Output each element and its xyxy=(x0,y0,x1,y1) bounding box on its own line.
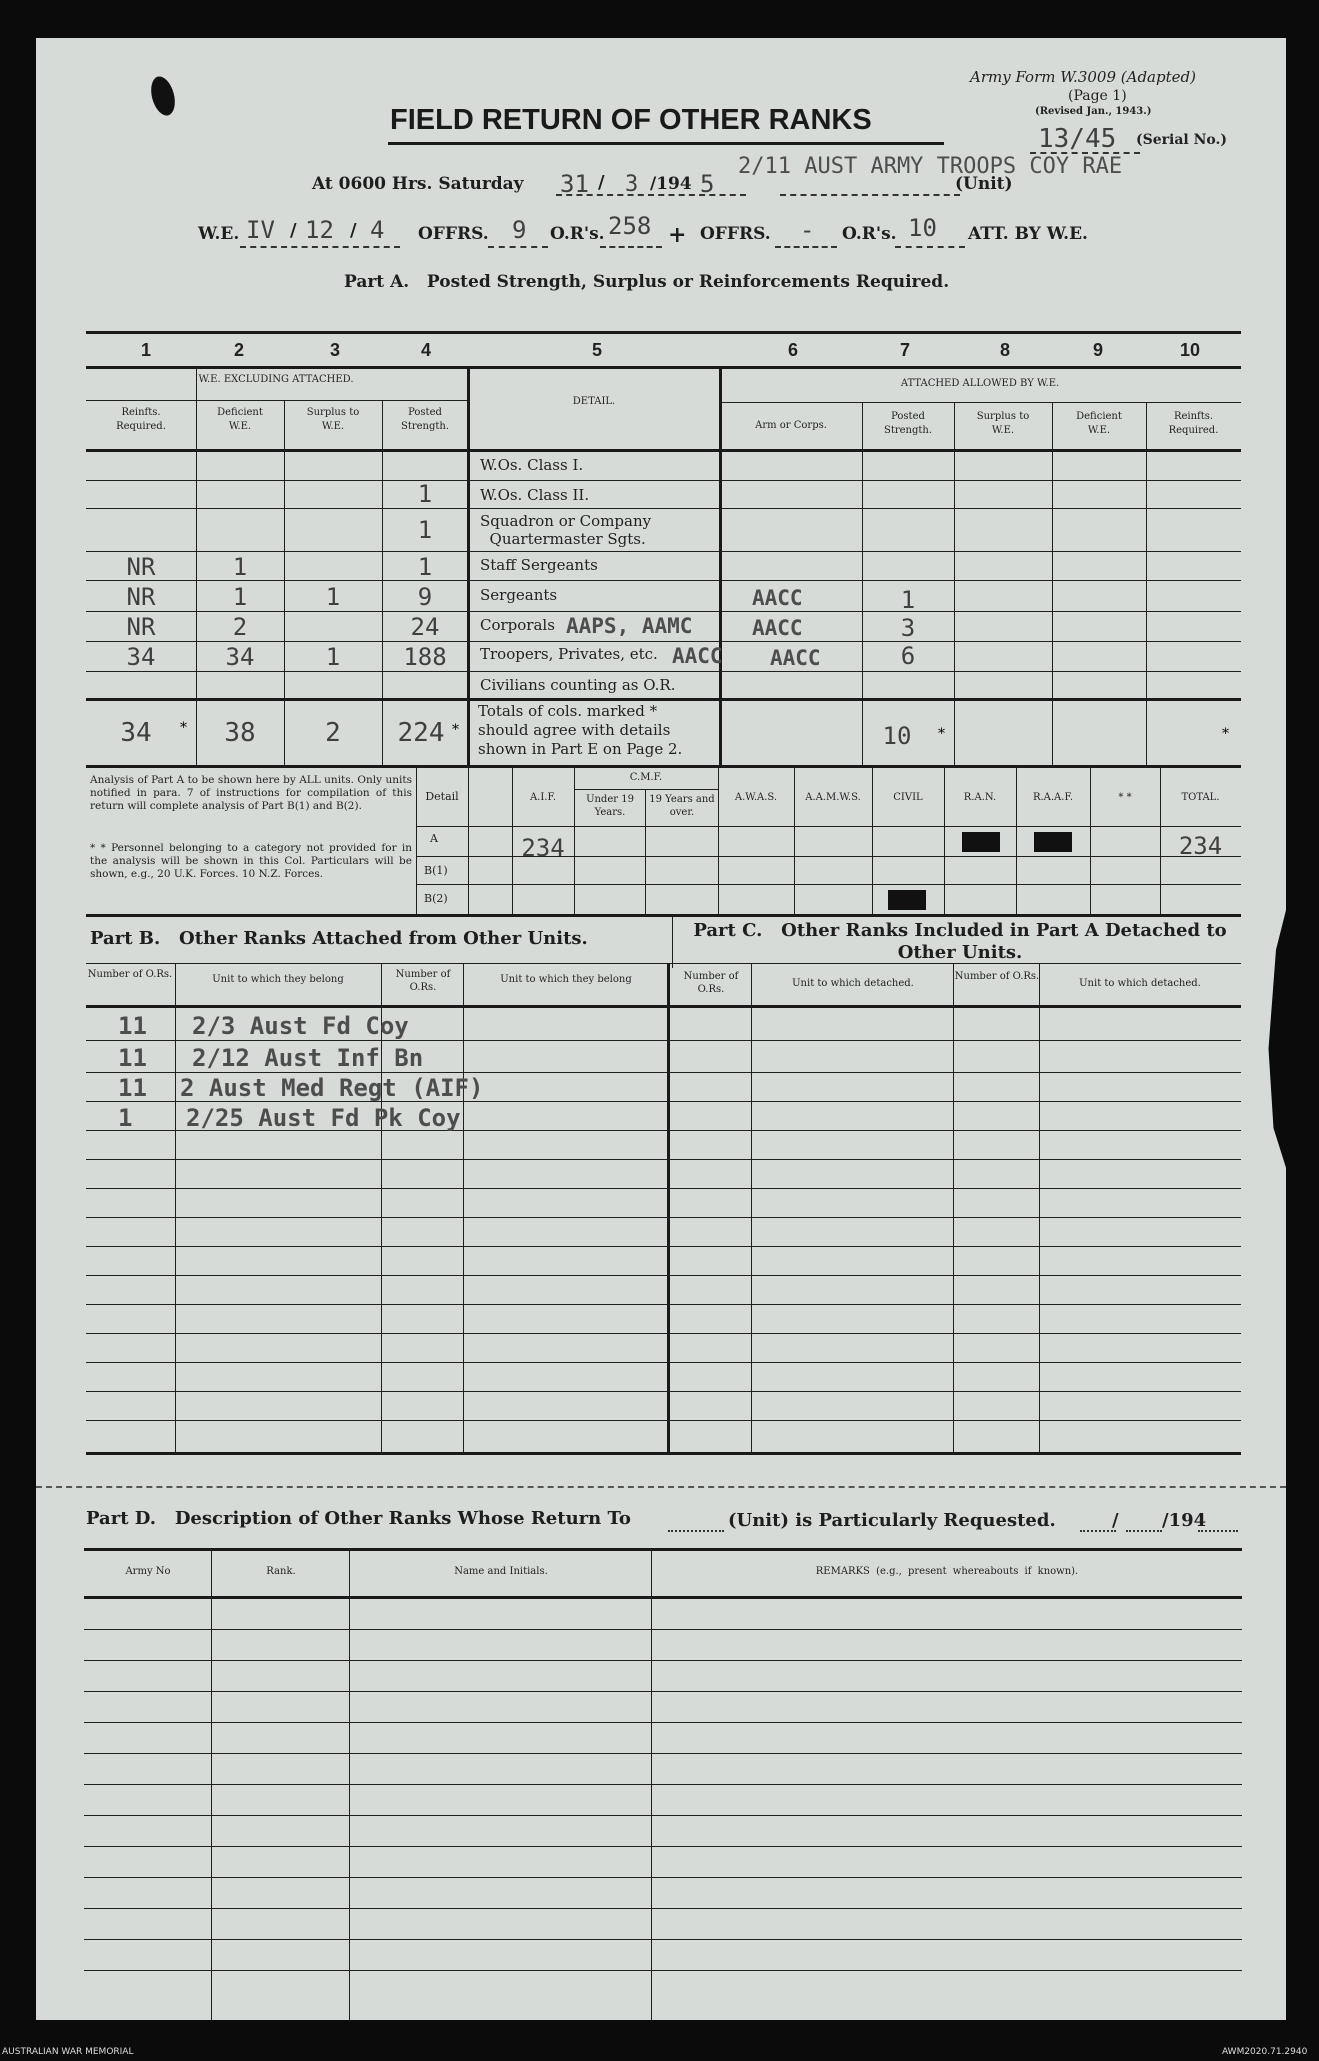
deficient-we: 34 xyxy=(225,643,255,671)
ors2-value: 10 xyxy=(908,214,937,242)
reinfts-required: 34 xyxy=(126,643,156,671)
header-att-reinfts: Reinfts. Required. xyxy=(1168,411,1219,436)
header-att-surplus: Surplus to W.E. xyxy=(976,411,1030,436)
col-total: TOTAL. xyxy=(1181,792,1220,803)
posted-strength: 9 xyxy=(417,583,433,611)
detail-label: Corporals xyxy=(480,616,555,634)
detail-label: W.Os. Class I. xyxy=(480,456,584,474)
deficient-we: 1 xyxy=(232,583,248,611)
reinfts-required: NR xyxy=(126,583,156,611)
analysis-note: Analysis of Part A to be shown here by ALL units. Only units notified in para. 7 of instructions for compilation of this return will complete analysis of Part B(1) and B(2). xyxy=(90,774,412,812)
col-ran: R.A.N. xyxy=(963,792,997,803)
part-c-num-header-2: Number of O.Rs. xyxy=(954,971,1040,982)
part-b-unit-header: Unit to which they belong xyxy=(212,974,344,985)
detail-label: W.Os. Class II. xyxy=(480,486,590,504)
part-a-heading: Part A. Posted Strength, Surplus or Reinforcements Required. xyxy=(344,272,950,292)
part-c-num-header: Number of O.Rs. xyxy=(683,971,739,995)
detail-header: DETAIL. xyxy=(572,396,616,407)
surplus-we: 1 xyxy=(325,643,341,671)
serial-label: (Serial No.) xyxy=(1136,132,1227,148)
detail-label: Civilians counting as O.R. xyxy=(480,676,676,694)
col-civil: CIVIL xyxy=(893,792,923,803)
we-c: 4 xyxy=(370,216,385,244)
col-aamws: A.A.M.W.S. xyxy=(805,792,861,803)
header-deficient: Deficient W.E. xyxy=(217,407,263,432)
offrs2-label: OFFRS. xyxy=(700,224,771,244)
detail-label: Troopers, Privates, etc. xyxy=(480,645,658,663)
year-prefix: /194 xyxy=(650,174,692,194)
perforation-line xyxy=(36,1486,1286,1488)
arm-corps: AACC xyxy=(752,616,803,640)
analysis-a-aif: 234 xyxy=(521,834,565,862)
part-b-unit-header-2: Unit to which they belong xyxy=(500,974,632,985)
ors-value: 258 xyxy=(608,212,652,240)
posted-strength: 188 xyxy=(403,643,447,671)
arm-corps: AACC xyxy=(752,586,803,610)
part-b-heading: Part B. Other Ranks Attached from Other Units. xyxy=(90,928,588,949)
redaction-block xyxy=(1034,832,1072,852)
deficient-we: 1 xyxy=(232,553,248,581)
detail-label: Staff Sergeants xyxy=(480,556,598,574)
offrs2-value: - xyxy=(800,216,815,244)
row-label-b1: B(1) xyxy=(424,864,448,877)
row-label-b2: B(2) xyxy=(424,892,448,905)
redaction-block xyxy=(888,890,926,910)
posted-strength: 1 xyxy=(417,553,433,581)
archive-accession-number: AWM2020.71.2940 xyxy=(1222,2047,1308,2057)
part-d-name-header: Name and Initials. xyxy=(454,1566,548,1577)
unit-value: 2/11 AUST ARMY TROOPS COY RAE xyxy=(738,154,1123,179)
offrs-value: 9 xyxy=(512,216,527,244)
att-posted-strength: 6 xyxy=(900,642,916,670)
header-arm-corps: Arm or Corps. xyxy=(755,420,827,431)
part-b-number: 11 xyxy=(118,1044,147,1072)
part-d-army-no-header: Army No xyxy=(125,1566,171,1577)
att-label: ATT. BY W.E. xyxy=(968,224,1088,244)
redaction-block xyxy=(962,832,1000,852)
we-label: W.E. xyxy=(198,224,240,244)
attached-allowed-header: ATTACHED ALLOWED BY W.E. xyxy=(900,378,1060,389)
totals-note: Totals of cols. marked * should agree with details shown in Part E on Page 2. xyxy=(478,702,683,758)
reinfts-required: NR xyxy=(126,553,156,581)
revised-date: (Revised Jan., 1943.) xyxy=(1035,106,1152,117)
posted-strength: 1 xyxy=(417,480,433,508)
total-reinfts: 34 xyxy=(120,718,152,748)
unit-label: (Unit) xyxy=(955,174,1013,194)
part-c-unit-header: Unit to which detached. xyxy=(792,978,914,989)
we-b: 12 xyxy=(305,216,334,244)
part-d-heading: Part D. Description of Other Ranks Whose Return To xyxy=(86,1508,631,1529)
page-title: FIELD RETURN OF OTHER RANKS xyxy=(390,104,872,136)
month-value: 3 xyxy=(625,172,639,197)
total-att-posted: 10 xyxy=(882,722,912,750)
detail-label: Squadron or Company Quartermaster Sgts. xyxy=(480,512,652,548)
part-d-rank-header: Rank. xyxy=(266,1566,296,1577)
part-d-heading-unit: (Unit) is Particularly Requested. xyxy=(728,1510,1056,1531)
part-b-unit: 2/12 Aust Inf Bn xyxy=(192,1044,424,1072)
plus-sign: + xyxy=(668,222,687,248)
part-b-unit: 2 Aust Med Regt (AIF) xyxy=(180,1074,484,1102)
part-b-unit: 2/25 Aust Fd Pk Coy xyxy=(186,1104,461,1132)
analysis-a-total: 234 xyxy=(1178,832,1223,860)
reinfts-required: NR xyxy=(126,613,156,641)
att-posted-strength: 3 xyxy=(900,614,916,642)
part-d-remarks-header: REMARKS (e.g., present whereabouts if known). xyxy=(815,1566,1079,1577)
surplus-we: 1 xyxy=(325,583,341,611)
detail-addition: AAPS, AAMC xyxy=(566,614,693,638)
offrs-label: OFFRS. xyxy=(418,224,489,244)
part-b-num-header-2: Number of O.Rs. xyxy=(395,969,451,993)
year-digit: 5 xyxy=(700,170,715,198)
part-b-number: 11 xyxy=(118,1074,147,1102)
part-b-unit: 2/3 Aust Fd Coy xyxy=(192,1012,409,1040)
posted-strength: 1 xyxy=(417,516,433,544)
analysis-detail-label: Detail xyxy=(425,790,459,803)
part-c-unit-header-2: Unit to which detached. xyxy=(1079,978,1201,989)
header-att-posted: Posted Strength. xyxy=(883,411,933,436)
col-other: * * xyxy=(1118,792,1132,803)
posted-strength: 24 xyxy=(410,613,440,641)
col-aif: A.I.F. xyxy=(529,792,557,803)
col-raaf: R.A.A.F. xyxy=(1032,792,1074,803)
ors2-label: O.R's. xyxy=(842,224,897,244)
analysis-footnote: * * Personnel belonging to a category not provided for in the analysis will be shown in this Col. Particulars will be shown, e.g., 20 U.K. Forces. 10 N.Z. Forces. xyxy=(90,842,412,880)
header-att-deficient: Deficient W.E. xyxy=(1076,411,1122,436)
ors-label: O.R's. xyxy=(550,224,605,244)
detail-label: Sergeants xyxy=(480,586,558,604)
column-numbers: 1 2 3 4 5 6 7 8 9 10 xyxy=(141,340,1201,360)
form-id: Army Form W.3009 (Adapted) xyxy=(970,68,1196,86)
day-value: 31 xyxy=(560,170,589,198)
total-surplus: 2 xyxy=(325,718,341,748)
header-posted: Posted Strength. xyxy=(400,407,450,432)
deficient-we: 2 xyxy=(232,613,248,641)
title-underline xyxy=(388,142,944,145)
att-posted-strength: 1 xyxy=(900,586,916,614)
arm-corps: AACC xyxy=(770,646,821,670)
total-posted: 224 xyxy=(397,718,445,748)
part-b-number: 1 xyxy=(118,1104,133,1132)
col-over19: 19 Years and over. xyxy=(649,794,715,818)
serial-value: 13/45 xyxy=(1038,124,1117,154)
part-b-num-header: Number of O.Rs. xyxy=(87,969,173,980)
col-cmf: C.M.F. xyxy=(629,772,663,783)
detail-addition: AACC xyxy=(672,644,723,668)
total-deficient: 38 xyxy=(224,718,256,748)
we-excluding-header: W.E. EXCLUDING ATTACHED. xyxy=(198,374,354,385)
col-under19: Under 19 Years. xyxy=(586,794,634,818)
header-surplus: Surplus to W.E. xyxy=(306,407,360,432)
part-d-date: /194 xyxy=(1162,1510,1207,1531)
col-awas: A.W.A.S. xyxy=(734,792,778,803)
header-reinfts: Reinfts. Required. xyxy=(116,407,166,432)
page-number: (Page 1) xyxy=(1068,88,1127,104)
part-c-heading: Part C. Other Ranks Included in Part A Detached to Other Units. xyxy=(693,920,1233,963)
at-label: At 0600 Hrs. Saturday xyxy=(312,174,524,194)
part-b-number: 11 xyxy=(118,1012,147,1040)
archive-credit: AUSTRALIAN WAR MEMORIAL xyxy=(2,2047,134,2057)
row-label-a: A xyxy=(430,832,438,845)
we-a: IV xyxy=(246,216,275,244)
